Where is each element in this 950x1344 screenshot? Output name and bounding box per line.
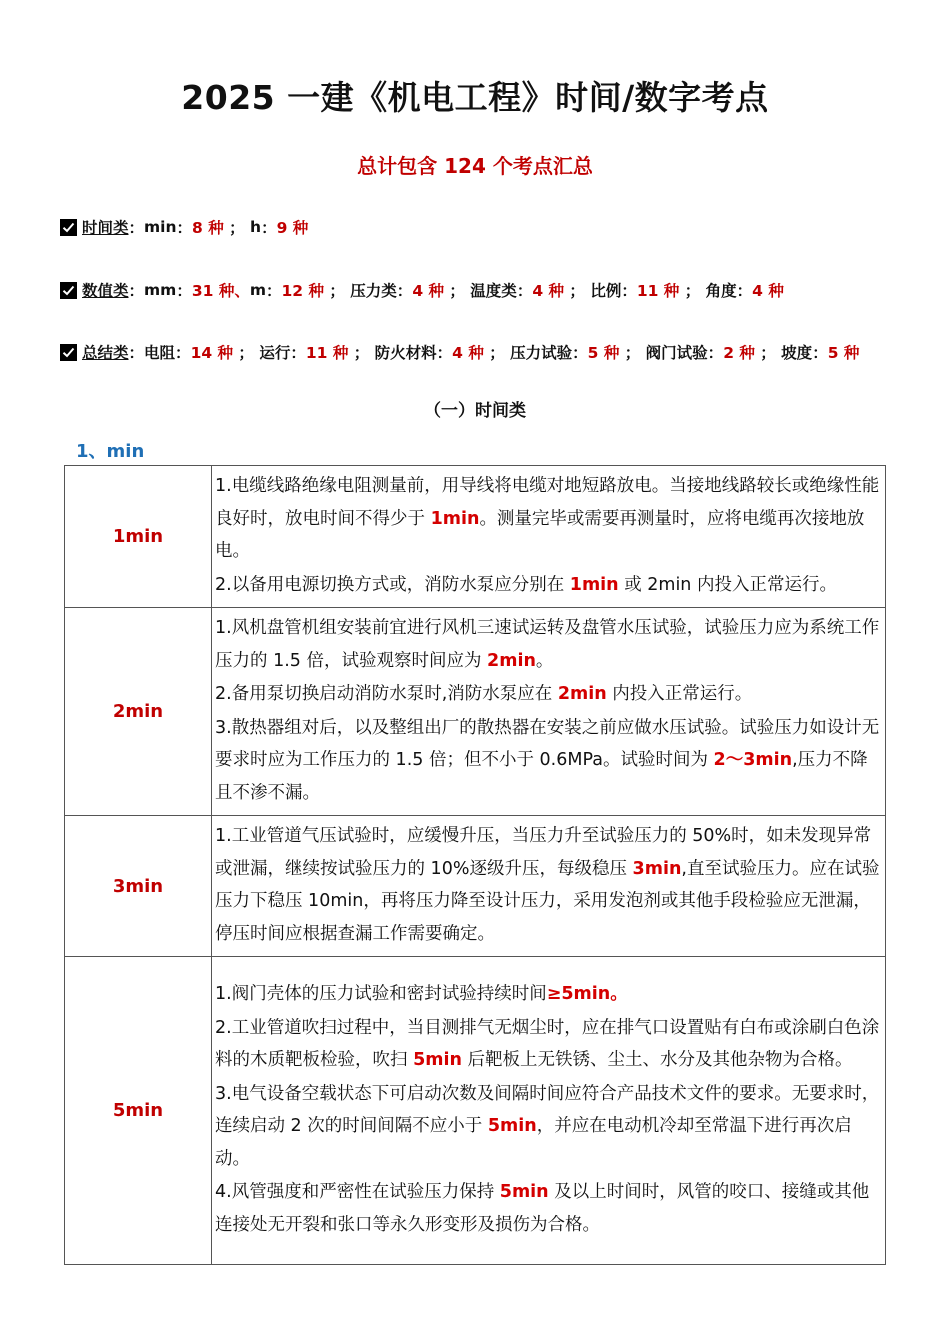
para-text: ，并应在电动机冷却至常温下进行再次启动。 bbox=[215, 1116, 852, 1169]
para-highlight: 2～3min bbox=[713, 750, 793, 770]
section-heading: （一）时间类 bbox=[424, 401, 526, 421]
para-text: 1.阀门壳体的压力试验和密封试验持续时间 bbox=[215, 984, 547, 1004]
summary-item-count: 5 种 bbox=[587, 344, 620, 362]
para-highlight: 5min bbox=[487, 1116, 537, 1136]
summary-item-label: 温度类 bbox=[470, 282, 517, 300]
para-highlight: 2min bbox=[487, 650, 536, 671]
para-text: 1.工业管道气压试验时，应缓慢升压，当压力升至试验压力的 50%时，如未发现异常或泄漏，继续按试验压力的 10%逐级升压，每级稳压 bbox=[215, 826, 872, 879]
row-paragraph bbox=[215, 1176, 883, 1241]
summary-item-label: 阀门试验 bbox=[645, 344, 708, 362]
para-highlight: 2min bbox=[557, 684, 607, 704]
row-content bbox=[212, 957, 886, 1265]
row-paragraph bbox=[215, 1012, 883, 1077]
row-paragraph bbox=[215, 569, 883, 602]
summary-item-label: 电阻 bbox=[144, 344, 176, 362]
summary-item-label: min bbox=[144, 218, 177, 236]
row-paragraph bbox=[215, 978, 883, 1011]
summary-category: 数值类 bbox=[82, 282, 129, 300]
summary-item-label: 比例 bbox=[590, 282, 622, 300]
row-paragraph bbox=[215, 612, 883, 677]
table-row bbox=[65, 608, 886, 816]
table-row bbox=[65, 957, 886, 1265]
summary-item-label: 坡度 bbox=[781, 344, 813, 362]
summary-item-count: 12 种 bbox=[281, 282, 324, 300]
summary-item-count: 4 种 bbox=[752, 282, 784, 300]
para-text: 或 2min 内投入正常运行。 bbox=[618, 574, 837, 595]
summary-item-label: 压力试验 bbox=[510, 344, 573, 362]
summary-item-count: 9 种 bbox=[276, 219, 309, 237]
para-highlight: 1min bbox=[430, 508, 480, 529]
row-paragraph bbox=[215, 470, 883, 568]
summary-item-label: 压力类 bbox=[350, 282, 397, 300]
para-text: 1.电缆线路绝缘电阻测量前，用导线将电缆对地短路放电。当接地线路较长或绝缘性能良好时，放电时间不得少于 bbox=[215, 476, 880, 529]
para-text: 及以上时间时，风管的咬口、接缝或其他连接处无开裂和张口等永久形变形及损伤为合格。 bbox=[215, 1182, 870, 1235]
summary-item-count: 5 种 bbox=[827, 344, 860, 362]
para-text: 。测量完毕或需要再测量时，应将电缆再次接地放电。 bbox=[215, 508, 865, 561]
row-key: 5min bbox=[65, 957, 212, 1265]
summary-item-count: 11 种 bbox=[636, 282, 680, 300]
summary-item-label: mm bbox=[144, 281, 177, 299]
checkbox-checked-icon bbox=[60, 282, 77, 299]
para-text: 3.电气设备空载状态下可启动次数及间隔时间应符合产品技术文件的要求。无要求时，连续启动 2 次的时间间隔不应小于 bbox=[215, 1083, 880, 1136]
row-paragraph bbox=[215, 712, 883, 810]
row-paragraph bbox=[215, 678, 883, 711]
summary-item-count: 8 种 bbox=[192, 219, 224, 237]
para-text: 1.风机盘管机组安装前宜进行风机三速试运转及盘管水压试验，试验压力应为系统工作压力的 1.5 倍，试验观察时间应为 bbox=[215, 618, 880, 671]
para-text: 后靶板上无铁锈、尘土、水分及其他杂物为合格。 bbox=[461, 1050, 853, 1070]
para-highlight: 1min bbox=[569, 574, 619, 595]
para-highlight: 5min bbox=[499, 1182, 549, 1202]
summary-item-label: 运行 bbox=[259, 344, 291, 362]
summary-item-label: h bbox=[250, 218, 262, 236]
min-table bbox=[64, 465, 886, 1265]
para-highlight: 3min bbox=[632, 858, 682, 879]
summary-line-time: 时间类 ： min ： 8 种 ； h ： 9 种 bbox=[60, 216, 308, 238]
summary-item-count: 4 种 bbox=[412, 282, 444, 300]
para-text: 2.备用泵切换启动消防水泵时,消防水泵应在 bbox=[215, 684, 558, 704]
para-text: 2.工业管道吹扫过程中，当目测排气无烟尘时，应在排气口设置贴有白布或涂刷白色涂料的木质靶板检验，吹扫 bbox=[215, 1017, 880, 1070]
summary-line-value: 数值类 ： mm ： 31 种 、 m ： 12 种 ； 压力类 ： 4 种 ； 温度类 ： 4 种 ； 比例 ： 11 种 ； 角度 ： 4 种 bbox=[60, 279, 784, 301]
summary-line-summary: 总结类 ： 电阻 ： 14 种 ； 运行 ： 11 种 ； 防火材料 ： 4 种 ； 压力试验 ： 5 种 ； 阀门试验 ： 2 种 ； 坡度 ： 5 种 bbox=[60, 341, 859, 363]
summary-item-label: m bbox=[249, 281, 266, 299]
row-content bbox=[212, 608, 886, 816]
checkbox-checked-icon bbox=[60, 219, 77, 236]
checkbox-checked-icon bbox=[60, 344, 77, 361]
summary-item-count: 31 种 bbox=[191, 282, 235, 300]
para-highlight: 5min bbox=[413, 1050, 462, 1070]
row-key: 3min bbox=[65, 816, 212, 957]
para-text: ,压力不降且不渗不漏。 bbox=[215, 750, 868, 803]
summary-item-label: 防火材料 bbox=[374, 344, 437, 362]
para-text: 4.风管强度和严密性在试验压力保持 bbox=[215, 1182, 500, 1202]
page-title: 2025 一建《机电工程》时间/数字考点 bbox=[181, 78, 769, 117]
para-highlight: ≥5min。 bbox=[546, 984, 628, 1004]
para-text: 3.散热器组对后，以及整组出厂的散热器在安装之前应做水压试验。试验压力如设计无要求时应为工作压力的 1.5 倍；但不小于 0.6MPa。试验时间为 bbox=[215, 717, 880, 770]
table-row bbox=[65, 466, 886, 608]
para-text: 。 bbox=[535, 650, 554, 671]
summary-item-count: 14 种 bbox=[190, 344, 234, 362]
table-row bbox=[65, 816, 886, 957]
row-content bbox=[212, 466, 886, 608]
row-content bbox=[212, 816, 886, 957]
row-paragraph bbox=[215, 1078, 883, 1176]
page-subtitle: 总计包含 124 个考点汇总 bbox=[357, 154, 593, 178]
row-paragraph bbox=[215, 820, 883, 950]
summary-item-count: 4 种 bbox=[452, 344, 484, 362]
summary-item-count: 2 种 bbox=[723, 344, 755, 362]
sub-heading: 1、min bbox=[76, 441, 145, 462]
summary-item-count: 11 种 bbox=[305, 344, 349, 362]
summary-item-label: 角度 bbox=[705, 282, 737, 300]
row-key: 2min bbox=[65, 608, 212, 816]
summary-category: 时间类 bbox=[82, 219, 129, 237]
para-text: 内投入正常运行。 bbox=[606, 684, 753, 704]
summary-category: 总结类 bbox=[82, 344, 129, 362]
row-key: 1min bbox=[65, 466, 212, 608]
para-text: 2.以备用电源切换方式或，消防水泵应分别在 bbox=[215, 574, 570, 595]
para-text: ,直至试验压力。应在试验压力下稳压 10min，再将压力降至设计压力，采用发泡剂或其他手段检验应无泄漏，停压时间应根据查漏工作需要确定。 bbox=[215, 858, 880, 944]
summary-item-count: 4 种 bbox=[532, 282, 565, 300]
